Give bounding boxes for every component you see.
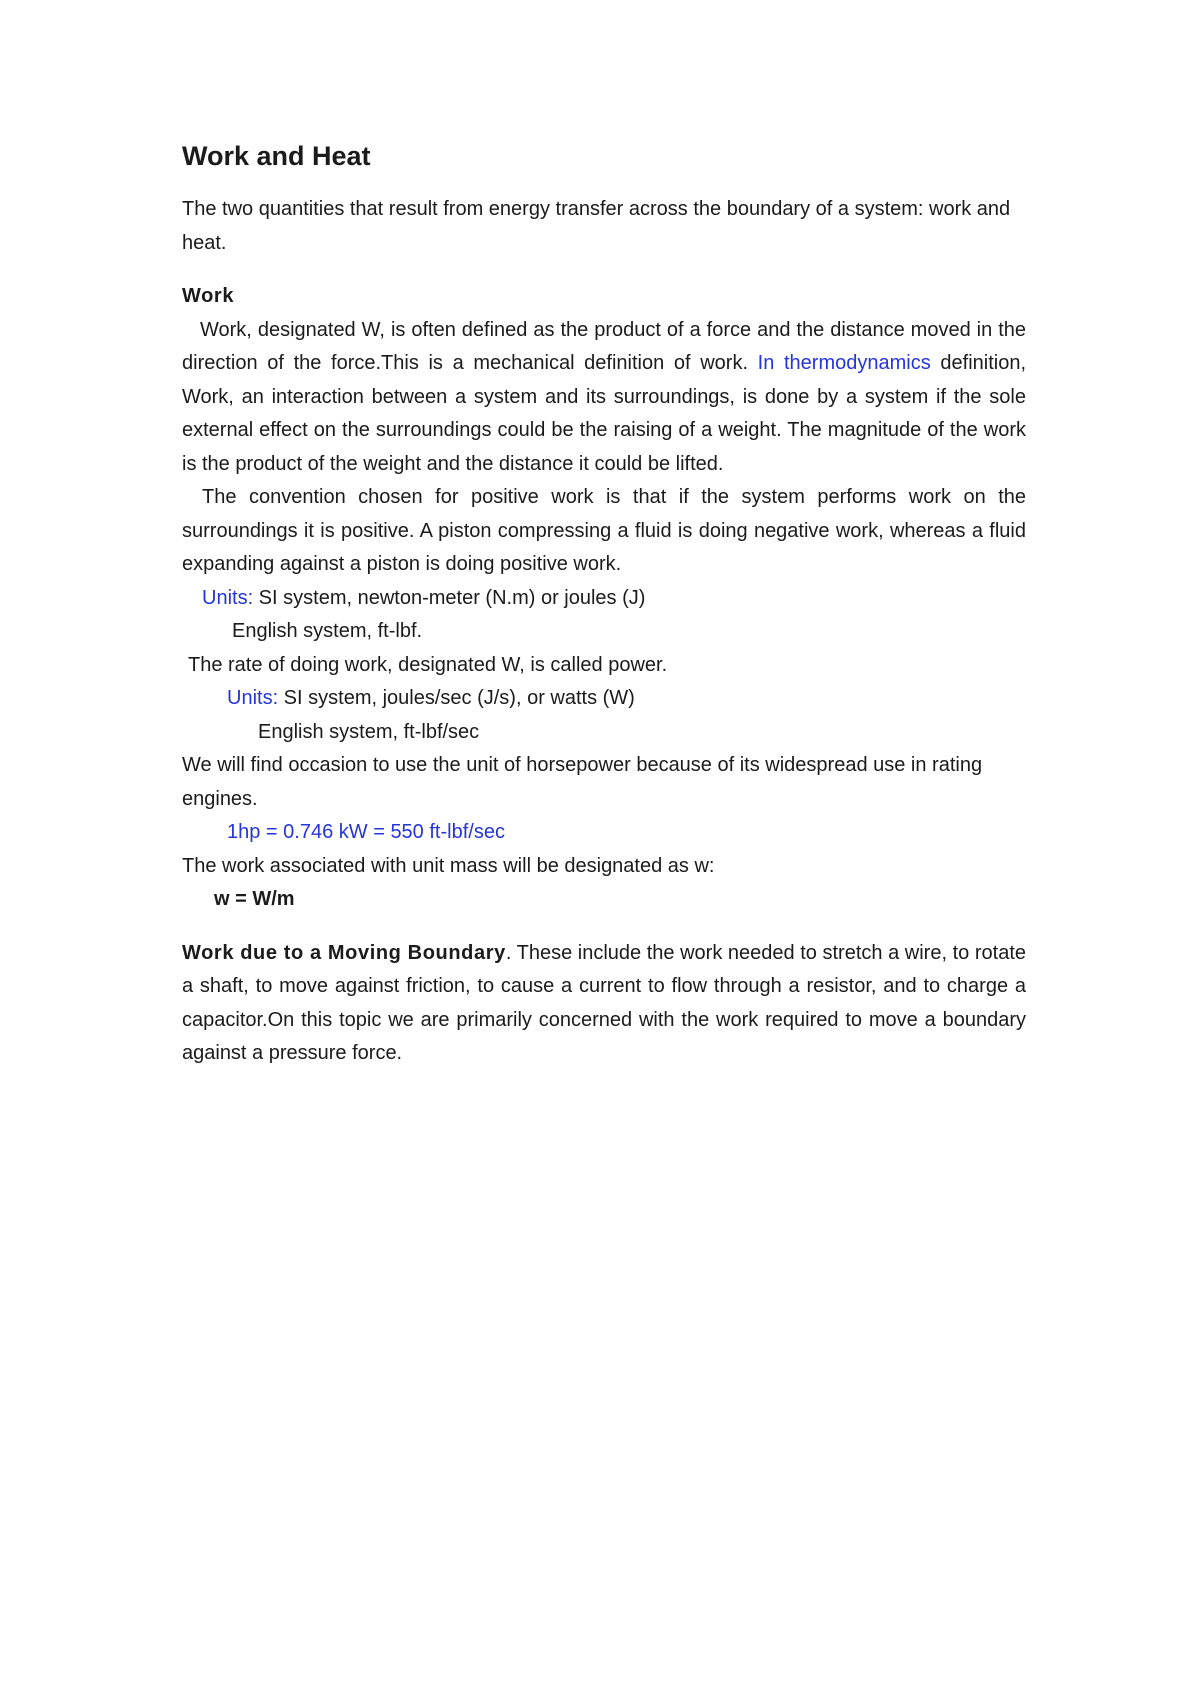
hp-equation: 1hp = 0.746 kW = 550 ft-lbf/sec	[227, 821, 505, 843]
indent	[182, 687, 227, 709]
units-power-si: SI system, joules/sec (J/s), or watts (W)	[278, 687, 635, 709]
power-line	[182, 649, 1026, 683]
work-heading: Work	[182, 285, 235, 307]
moving-boundary-paragraph	[182, 937, 1026, 1071]
work-definition-text: Work, designated W, is often defined as the product of a force and the distance moved in the direction of the force.This is a mechanical definition of work.	[182, 318, 1026, 374]
units-power-english: English system, ft-lbf/sec	[258, 720, 480, 743]
indent	[182, 721, 258, 743]
unit-mass-equation: w = W/m	[214, 888, 295, 910]
sign-convention-text: The convention chosen for positive work is that if the system performs work on the surroundings it is positive. A piston compressing a fluid is doing negative work, whereas a fluid expanding against a piston is doing positive work.	[182, 486, 1026, 575]
units-work-english-line	[182, 615, 1026, 649]
indent	[182, 319, 200, 341]
document-page	[182, 138, 1026, 1071]
moving-boundary-text: . These include the work needed to stretch a wire, to rotate a shaft, to move against friction, to cause a current to flow through a resistor, and to charge a capacitor.On this topic we are primarily concerned with the work required to move a boundary against a pressure force.	[182, 941, 1026, 1064]
units-power-english-line	[182, 716, 1026, 750]
indent	[182, 888, 214, 910]
work-definition-paragraph	[182, 314, 1026, 482]
units-label: Units:	[202, 586, 254, 609]
sign-convention-paragraph	[182, 481, 1026, 582]
power-text: The rate of doing work, designated W, is called power.	[188, 653, 668, 676]
indent	[182, 486, 202, 508]
intro-paragraph: The two quantities that result from energy transfer across the boundary of a system: work and heat.	[182, 198, 1011, 254]
units-work-english: English system, ft-lbf.	[232, 620, 423, 642]
units-work-si-line	[182, 582, 1026, 616]
page-title: Work and Heat	[182, 141, 371, 171]
spacer	[182, 260, 1026, 280]
indent	[182, 587, 202, 609]
spacer	[182, 917, 1026, 937]
horsepower-paragraph: We will find occasion to use the unit of horsepower because of its widespread use in rating engines.	[182, 754, 983, 810]
unit-mass-line: The work associated with unit mass will be designated as w:	[182, 854, 715, 877]
units-power-si-line	[182, 682, 1026, 716]
unit-mass-equation-line	[182, 883, 1026, 917]
indent	[182, 620, 232, 642]
units-work-si: SI system, newton-meter (N.m) or joules (J)	[253, 586, 646, 609]
hp-equation-line	[182, 816, 1026, 850]
indent	[182, 821, 227, 843]
thermodynamics-term: In thermodynamics	[757, 352, 931, 374]
units-label: Units:	[227, 687, 279, 709]
work-definition-continued: definition, Work, an interaction between a system and its surroundings, is done by a system if the sole external effect on the surroundings could be the raising of a weight. The magnitude of the work is the product of the weight and the distance it could be lifted.	[182, 352, 1027, 475]
moving-boundary-heading: Work due to a Moving Boundary	[182, 941, 506, 964]
